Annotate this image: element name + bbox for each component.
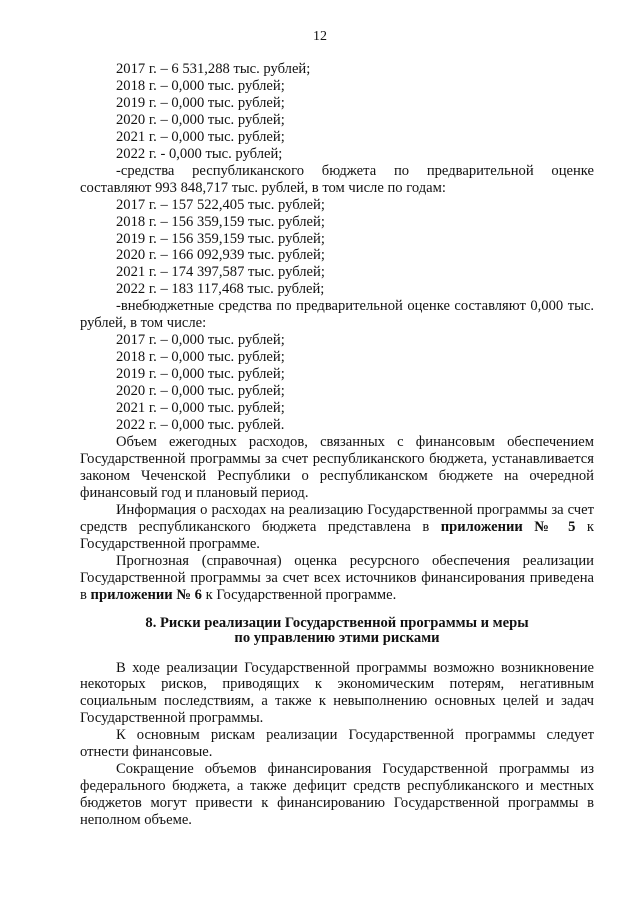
republic-line-2019: 2019 г. – 156 359,159 тыс. рублей; [116, 230, 325, 247]
forecast-paragraph-tail: к Государственной программе. [201, 586, 397, 603]
offbudget-line-2020: 2020 г. – 0,000 тыс. рублей; [116, 383, 285, 400]
risks-paragraph-2: К основным рискам реализации Государственной программы следует отнести финансовые. [80, 727, 594, 761]
funding-line-2019: 2019 г. – 0,000 тыс. рублей; [116, 94, 285, 111]
info-paragraph [80, 502, 594, 553]
funding-line-2018: 2018 г. – 0,000 тыс. рублей; [116, 77, 285, 94]
appendix-6-reference: приложении № 6 [90, 586, 202, 603]
risks-paragraph-3: Сокращение объемов финансирования Государственной программы из федерального бюджета, а также дефицит средств республиканского и местных бюджетов могут привести к финансированию Государственной программы в неполном объеме. [80, 761, 594, 829]
section-heading-line-1: 8. Риски реализации Государственной программы и меры [145, 614, 529, 631]
annual-expenses-paragraph: Объем ежегодных расходов, связанных с финансовым обеспечением Государственной программы за счет республиканского бюджета, устанавливается законом Чеченской Республики о республиканском бюджете на очередной финансовый год и плановый период. [80, 433, 594, 501]
funding-line-2020: 2020 г. – 0,000 тыс. рублей; [116, 111, 285, 128]
appendix-5-reference: приложении № 5 [440, 518, 576, 535]
offbudget-line-2017: 2017 г. – 0,000 тыс. рублей; [116, 332, 285, 349]
republic-line-2020: 2020 г. – 166 092,939 тыс. рублей; [116, 247, 325, 264]
page-content [80, 61, 594, 829]
republic-line-2018: 2018 г. – 156 359,159 тыс. рублей; [116, 213, 325, 230]
offbudget-line-2021: 2021 г. – 0,000 тыс. рублей; [116, 400, 285, 417]
republic-line-2022: 2022 г. – 183 117,468 тыс. рублей; [116, 281, 325, 298]
offbudget-line-2018: 2018 г. – 0,000 тыс. рублей; [116, 349, 285, 366]
republic-line-2021: 2021 г. – 174 397,587 тыс. рублей; [116, 264, 325, 281]
forecast-paragraph [80, 553, 594, 604]
funding-line-2017: 2017 г. – 6 531,288 тыс. рублей; [116, 61, 311, 77]
republic-line-2017: 2017 г. – 157 522,405 тыс. рублей; [116, 196, 325, 213]
info-paragraph-text: Информация о расходах на реализацию Государственной программы за счет средств республиканского бюджета представлена в [80, 501, 594, 535]
forecast-paragraph-text: Прогнозная (справочная) оценка ресурсного обеспечения реализации Государственной программы за счет всех источников финансирования приведена в [80, 552, 594, 603]
section-heading-line-2: по управлению этими рисками [234, 629, 440, 646]
section-heading [80, 616, 594, 646]
offbudget-line-2022: 2022 г. – 0,000 тыс. рублей. [116, 417, 285, 434]
info-paragraph-tail: к Государственной программе. [80, 518, 594, 552]
risks-paragraph-1: В ходе реализации Государственной программы возможно возникновение некоторых рисков, приводящих к экономическим потерям, негативным социальным последствиям, а также к невыполнению основных целей и задач Государственной программы. [80, 659, 594, 727]
offbudget-line-2019: 2019 г. – 0,000 тыс. рублей; [116, 366, 285, 383]
offbudget-intro: -внебюджетные средства по предварительной оценке составляют 0,000 тыс. рублей, в том числе: [80, 298, 594, 332]
page-number: 12 [313, 29, 327, 44]
funding-line-2022: 2022 г. - 0,000 тыс. рублей; [116, 145, 283, 162]
republic-budget-intro: -средства республиканского бюджета по предварительной оценке составляют 993 848,717 тыс. рублей, в том числе по годам: [80, 162, 594, 196]
funding-line-2021: 2021 г. – 0,000 тыс. рублей; [116, 128, 285, 145]
